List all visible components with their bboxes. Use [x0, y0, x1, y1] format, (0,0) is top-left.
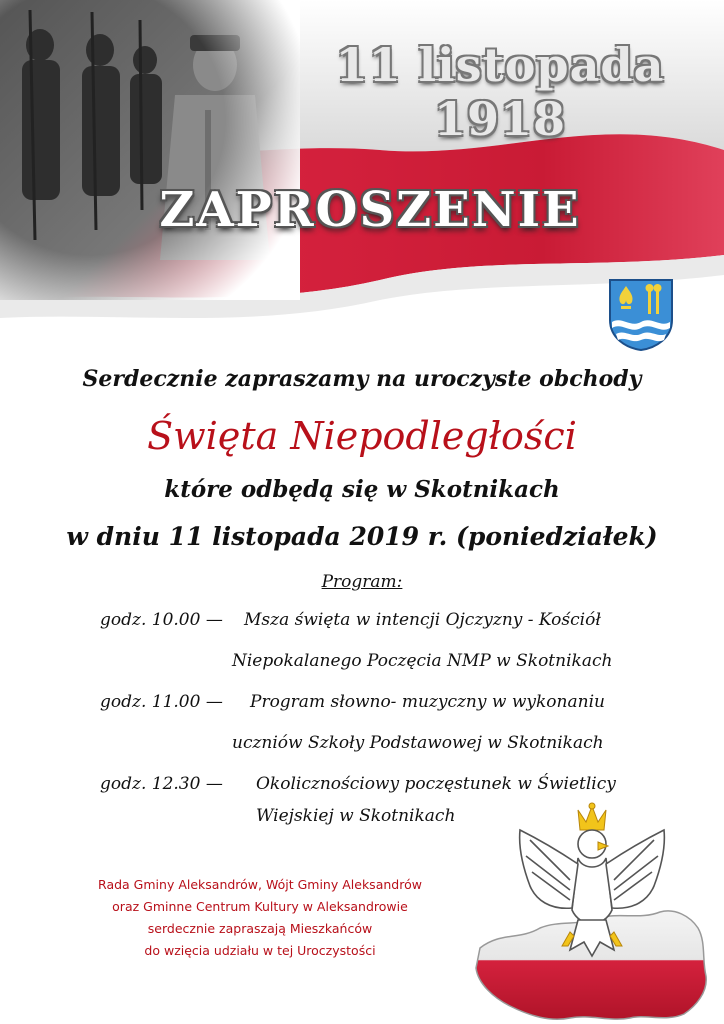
invitation-title: ZAPROSZENIE: [159, 182, 581, 238]
program-time-1: godz. 10.00 —: [100, 610, 223, 630]
historical-photo-icon: [0, 0, 300, 300]
program-item-2-line-2: uczniów Szkoły Podstawowej w Skotnikach: [232, 733, 604, 753]
program-item-1-line-1: Msza święta w intencji Ojczyzny - Kościół: [244, 610, 601, 630]
organizers-line-1: Rada Gminy Aleksandrów, Wójt Gminy Aleksandrów: [98, 877, 422, 892]
date-title: 11 listopada 1918: [335, 38, 665, 146]
organizers-note: [60, 874, 460, 962]
place-line: które odbędą się w Skotnikach: [164, 476, 560, 503]
event-name: Święta Niepodległości: [147, 414, 577, 458]
program-item-3-line-2: Wiejskiej w Skotnikach: [256, 806, 456, 826]
organizers-line-2: oraz Gminne Centrum Kultury w Aleksandrowie: [112, 899, 408, 914]
program-item-2-line-1: Program słowno- muzyczny w wykonaniu: [250, 692, 605, 712]
coat-of-arms-icon: [608, 278, 674, 352]
organizers-line-4: do wzięcia udziału w tej Uroczystości: [144, 943, 376, 958]
date-line: w dniu 11 listopada 2019 r. (poniedziałek): [66, 522, 658, 551]
program-item-1-line-2: Niepokalanego Poczęcia NMP w Skotnikach: [232, 651, 613, 671]
white-eagle-emblem-icon: [470, 800, 710, 1024]
program-heading: Program:: [321, 572, 403, 592]
organizers-line-3: serdecznie zapraszają Mieszkańców: [147, 921, 373, 936]
program-item-3-line-1: Okolicznościowy poczęstunek w Świetlicy: [256, 774, 616, 794]
intro-text: Serdecznie zapraszamy na uroczyste obchody: [82, 366, 642, 392]
program-time-2: godz. 11.00 —: [100, 692, 223, 712]
program-time-3: godz. 12.30 —: [100, 774, 223, 794]
